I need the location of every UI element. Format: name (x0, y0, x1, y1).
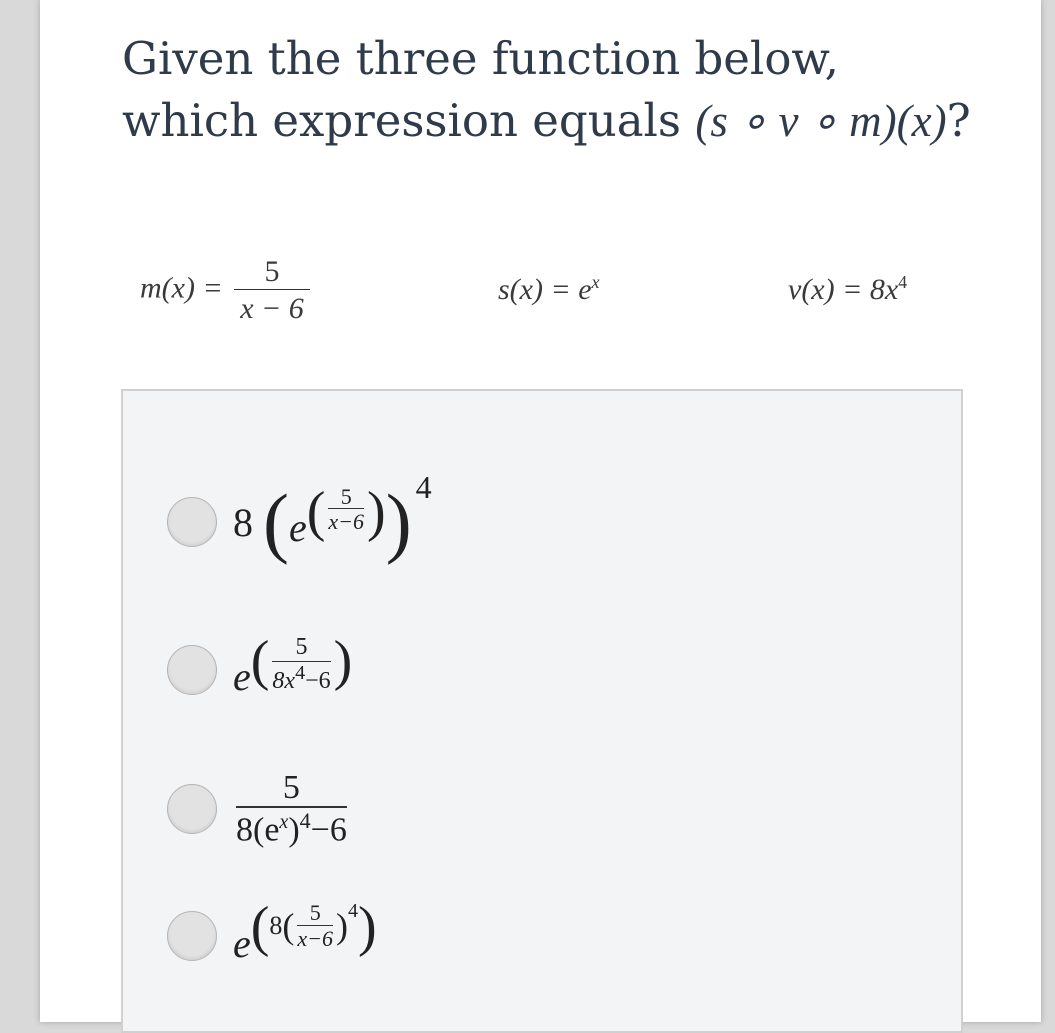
function-m-fraction (234, 255, 310, 326)
answer-option-3[interactable] (167, 769, 350, 849)
option-4-denominator: x−6 (297, 925, 334, 951)
open-paren: ( (306, 481, 326, 543)
answer-option-1[interactable] (167, 468, 432, 565)
option-4-expression (233, 895, 377, 967)
option-1-fraction (328, 485, 364, 533)
option-3-fraction (236, 769, 347, 849)
radio-button[interactable] (167, 911, 217, 961)
function-v-exponent: 4 (898, 272, 908, 292)
close-paren: ) (336, 905, 349, 946)
option-3-denominator: $8(e^x)^4-6$ (236, 808, 347, 849)
function-v (788, 272, 907, 307)
option-2-numerator: 5 (295, 634, 308, 661)
option-1-numerator: 5 (340, 483, 352, 509)
answer-option-2[interactable] (167, 629, 353, 700)
function-m-denominator: x − 6 (234, 289, 310, 326)
option-1-coef: 8 (233, 499, 253, 545)
option-1-exponent: 4 (415, 468, 432, 505)
close-paren: ) (367, 481, 386, 543)
close-paren: ) (358, 895, 377, 958)
option-3-expression (233, 769, 350, 849)
radio-button[interactable] (167, 497, 217, 547)
radio-button[interactable] (167, 784, 217, 834)
option-3-numerator: 5 (282, 769, 300, 806)
option-4-fraction (297, 901, 333, 949)
function-s-exponent: x (591, 272, 600, 292)
function-s-lhs: s(x) = e (498, 273, 592, 306)
option-4-exponent: 4 (348, 900, 359, 922)
option-1-base: e (288, 504, 307, 550)
option-4-base: e (233, 921, 251, 966)
option-2-base: e (233, 654, 251, 699)
option-4-coef: 8 (269, 910, 283, 940)
function-v-lhs: v(x) = 8x (788, 273, 899, 306)
answer-option-4[interactable] (167, 895, 377, 967)
function-s (498, 272, 600, 307)
option-2-fraction (272, 635, 330, 693)
open-paren: ( (250, 895, 270, 958)
question-text (122, 28, 982, 152)
function-m (140, 255, 314, 326)
option-1-denominator: x−6 (328, 509, 365, 534)
question-card (40, 0, 1041, 1022)
close-paren: ) (333, 629, 353, 692)
open-paren: ( (282, 905, 295, 946)
answer-choices (121, 389, 963, 1033)
close-paren: ) (385, 478, 412, 565)
option-2-expression (233, 629, 353, 700)
open-paren: ( (250, 629, 270, 692)
radio-button[interactable] (167, 645, 217, 695)
option-1-expression (233, 468, 432, 565)
option-2-denominator: $8x^4-6$ (272, 661, 331, 694)
function-m-lhs: m(x) = (140, 271, 223, 305)
question-prefix: Given the three function below, which expression equals (122, 32, 839, 147)
function-m-numerator: 5 (264, 255, 280, 288)
question-suffix: ? (946, 94, 971, 147)
open-paren: ( (263, 478, 289, 565)
question-expression: (s ∘ v ∘ m)(x) (695, 96, 947, 146)
option-4-numerator: 5 (309, 900, 321, 926)
